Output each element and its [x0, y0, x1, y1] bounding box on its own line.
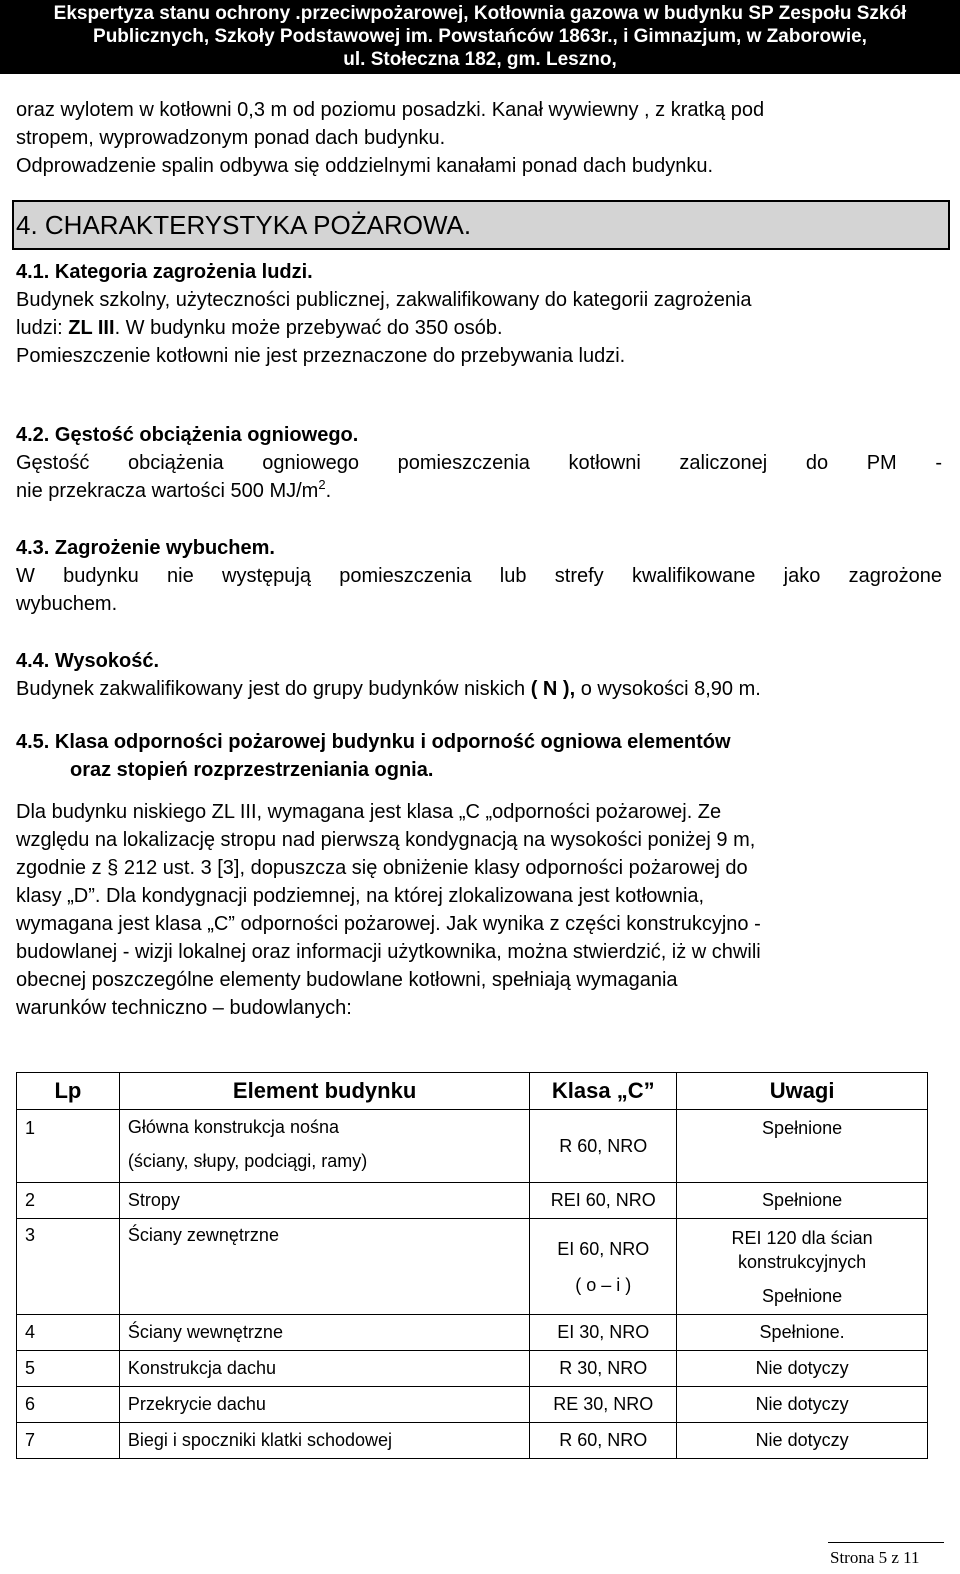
cell-element: Ściany zewnętrzne [119, 1219, 529, 1315]
section-4-title: 4. CHARAKTERYSTYKA POŻAROWA. [16, 210, 472, 240]
section-4-5-para-5: wymagana jest klasa „C” odporności pożarowej. Jak wynika z części konstrukcyjno - [16, 913, 761, 935]
table-row [17, 1387, 928, 1423]
header-divider [0, 72, 960, 74]
section-4-1-line-3: Pomieszczenie kotłowni nie jest przeznaczone do przebywania ludzi. [16, 345, 626, 367]
cell-uwagi: Spełnione. [677, 1315, 928, 1351]
section-4-1 [16, 258, 942, 370]
section-4-1-line-2: ludzi: ZL III. W budynku może przebywać do 350 osób. [16, 317, 503, 339]
section-4-2-line-2: nie przekracza wartości 500 $MJ/m^2$. [16, 477, 332, 502]
building-group: ( N ), [530, 678, 576, 700]
cell-element: Ściany wewnętrzne [119, 1315, 529, 1351]
cell-uwagi: Spełnione [677, 1110, 928, 1183]
section-4-1-heading: 4.1. Kategoria zagrożenia ludzi. [16, 261, 313, 283]
cell-element: Główna konstrukcja nośna (ściany, słupy, podciągi, ramy) [119, 1110, 529, 1183]
intro-line-3: Odprowadzenie spalin odbywa się oddzielnymi kanałami ponad dach budynku. [16, 155, 714, 177]
section-4-4 [16, 647, 942, 703]
cell-lp: 2 [17, 1183, 120, 1219]
page-number: Strona 5 z 11 [830, 1548, 920, 1567]
footer-divider [828, 1542, 944, 1543]
header-element: Element budynku [119, 1073, 529, 1110]
header-lp: Lp [17, 1073, 120, 1110]
cell-element: Stropy [119, 1183, 529, 1219]
document-header [0, 0, 960, 74]
cell-klasa: EI 30, NRO [530, 1315, 677, 1351]
header-line-1: Ekspertyza stanu ochrony .przeciwpożarowej, Kotłownia gazowa w budynku SP Zespołu Szkół [53, 3, 907, 24]
table-row [17, 1110, 928, 1183]
cell-klasa: RE 30, NRO [530, 1387, 677, 1423]
table-header-row [17, 1073, 928, 1110]
cell-uwagi: Nie dotyczy [677, 1351, 928, 1387]
section-4-3-line-2: wybuchem. [16, 593, 118, 615]
document-body [16, 96, 942, 180]
header-line-3: ul. Stołeczna 182, gm. Leszno, [343, 49, 617, 70]
section-4-5-heading-1: 4.5. Klasa odporności pożarowej budynku i odporność ogniowa elementów [16, 731, 731, 753]
cell-lp: 1 [17, 1110, 120, 1183]
cell-uwagi: Spełnione [677, 1183, 928, 1219]
cell-lp: 7 [17, 1423, 120, 1459]
header-klasa: Klasa „C” [530, 1073, 677, 1110]
cell-klasa: R 60, NRO [530, 1110, 677, 1183]
section-4-3 [16, 534, 942, 618]
cell-lp: 6 [17, 1387, 120, 1423]
section-4-4-heading: 4.4. Wysokość. [16, 650, 160, 672]
section-4-5-heading-2: oraz stopień rozprzestrzeniania ognia. [70, 759, 434, 781]
zl-category: ZL III [68, 317, 115, 339]
intro-line-2: stropem, wyprowadzonym ponad dach budynku. [16, 127, 446, 149]
cell-klasa: REI 60, NRO [530, 1183, 677, 1219]
section-4-5-para-1: Dla budynku niskiego ZL III, wymagana jest klasa „C „odporności pożarowej. Ze [16, 801, 722, 823]
cell-lp: 3 [17, 1219, 120, 1315]
section-4-heading-box [12, 200, 950, 250]
section-4-2-heading: 4.2. Gęstość obciążenia ogniowego. [16, 424, 359, 446]
fire-resistance-table [16, 1072, 928, 1459]
intro-line-1: oraz wylotem w kotłowni 0,3 m od poziomu posadzki. Kanał wywiewny , z kratką pod [16, 99, 765, 121]
section-4-5 [16, 728, 942, 1022]
section-4-5-para-8: warunków techniczno – budowlanych: [16, 997, 352, 1019]
cell-lp: 4 [17, 1315, 120, 1351]
section-4-5-para-3: zgodnie z § 212 ust. 3 [3], dopuszcza się obniżenie klasy odporności pożarowej do [16, 857, 748, 879]
section-4-1-line-1: Budynek szkolny, użyteczności publicznej, zakwalifikowany do kategorii zagrożenia [16, 289, 752, 311]
cell-element: Konstrukcja dachu [119, 1351, 529, 1387]
cell-klasa: R 30, NRO [530, 1351, 677, 1387]
cell-lp: 5 [17, 1351, 120, 1387]
cell-uwagi: Nie dotyczy [677, 1423, 928, 1459]
section-4-5-para-7: obecnej poszczególne elementy budowlane kotłowni, spełniają wymagania [16, 969, 678, 991]
cell-uwagi: Nie dotyczy [677, 1387, 928, 1423]
header-line-2: Publicznych, Szkoły Podstawowej im. Powstańców 1863r., i Gimnazjum, w Zaborowie, [93, 26, 867, 47]
section-4-2 [16, 421, 942, 505]
table-row [17, 1183, 928, 1219]
cell-klasa: EI 60, NRO ( o – i ) [530, 1219, 677, 1315]
section-4-3-line-1: W budynku nie występują pomieszczenia lub strefy kwalifikowane jako zagrożone [16, 565, 942, 587]
cell-klasa: R 60, NRO [530, 1423, 677, 1459]
section-4-5-para-2: względu na lokalizację stropu nad pierwszą kondygnacją na wysokości poniżej 9 m, [16, 829, 756, 851]
cell-uwagi: REI 120 dla ścian konstrukcyjnych Spełnione [677, 1219, 928, 1315]
table-row [17, 1423, 928, 1459]
section-4-5-para-6: budowlanej - wizji lokalnej oraz informacji użytkownika, można stwierdzić, iż w chwili [16, 941, 761, 963]
table-row [17, 1315, 928, 1351]
section-4-4-text: Budynek zakwalifikowany jest do grupy budynków niskich ( N ), o wysokości 8,90 m. [16, 678, 761, 700]
section-4-2-line-1: Gęstość obciążenia ogniowego pomieszczenia kotłowni zaliczonej do PM - [16, 452, 942, 474]
section-4-5-para-4: klasy „D”. Dla kondygnacji podziemnej, na której zlokalizowana jest kotłownia, [16, 885, 705, 907]
header-uwagi: Uwagi [677, 1073, 928, 1110]
section-4-3-heading: 4.3. Zagrożenie wybuchem. [16, 537, 275, 559]
cell-element: Biegi i spoczniki klatki schodowej [119, 1423, 529, 1459]
superscript-2: 2 [318, 477, 326, 492]
cell-element: Przekrycie dachu [119, 1387, 529, 1423]
table-row [17, 1351, 928, 1387]
table-row [17, 1219, 928, 1315]
